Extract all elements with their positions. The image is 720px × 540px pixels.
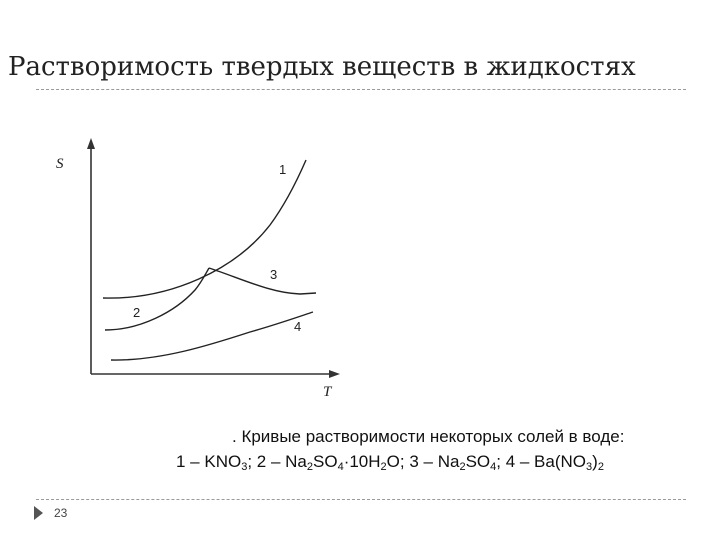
caption-part: 1 – KNO bbox=[176, 452, 242, 471]
footer-divider bbox=[36, 499, 686, 500]
caption-part: ) bbox=[592, 452, 598, 471]
slide-number: 23 bbox=[54, 506, 68, 520]
caption-part: ; 4 – Ba(NO bbox=[496, 452, 587, 471]
caption-part: O; 3 – Na bbox=[386, 452, 460, 471]
x-axis-label: T bbox=[323, 384, 332, 400]
caption-part: SO bbox=[465, 452, 491, 471]
x-axis-arrow bbox=[329, 370, 340, 378]
caption-sub: 2 bbox=[306, 461, 313, 473]
caption-sub: 4 bbox=[337, 461, 344, 473]
caption-sub: 2 bbox=[459, 461, 466, 473]
curve-label-1: 1 bbox=[279, 162, 287, 177]
curve-label-4: 4 bbox=[294, 319, 302, 334]
caption-part: ; 2 – Na bbox=[247, 452, 307, 471]
caption-sub: 3 bbox=[586, 461, 593, 473]
caption-line-1: . Кривые растворимости некоторых солей в воде: bbox=[232, 427, 625, 446]
curve-3 bbox=[209, 268, 316, 294]
caption-line-2 bbox=[176, 452, 604, 471]
caption-sub: 4 bbox=[490, 461, 497, 473]
curve-label-3: 3 bbox=[270, 267, 278, 282]
curve-label-2: 2 bbox=[133, 305, 141, 320]
triangle-bullet-icon bbox=[34, 506, 43, 520]
caption-sub: 2 bbox=[380, 461, 387, 473]
curve-4 bbox=[111, 312, 313, 360]
caption-sub: 2 bbox=[597, 461, 604, 473]
y-axis-label: S bbox=[56, 156, 64, 172]
slide-title: Растворимость твердых веществ в жидкостях bbox=[8, 52, 636, 82]
caption-sub: 3 bbox=[241, 461, 248, 473]
caption-part: ·10H bbox=[343, 452, 381, 471]
curve-2 bbox=[105, 268, 209, 330]
caption-part: SO bbox=[313, 452, 338, 471]
figure-caption bbox=[176, 424, 624, 474]
y-axis-arrow bbox=[87, 138, 95, 149]
